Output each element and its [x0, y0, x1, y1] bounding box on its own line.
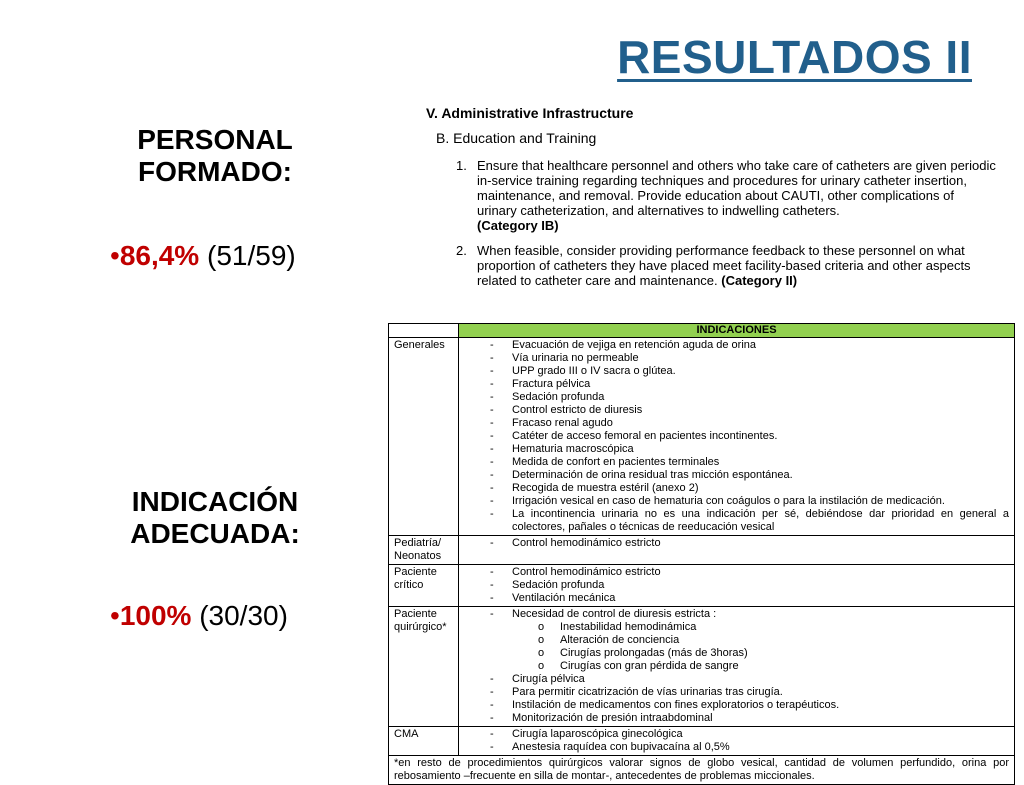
stat-percentage: 86,4% [119, 240, 200, 271]
dash-marker: - [490, 482, 494, 494]
dash-marker: - [490, 495, 494, 507]
dash-marker: - [490, 469, 494, 481]
row-items [459, 565, 1015, 607]
bullet-o-icon: o [538, 660, 545, 672]
dash-marker: - [490, 712, 494, 724]
indication-text: Alteración de conciencia [560, 634, 680, 646]
dash-marker: - [490, 378, 494, 390]
indication-item [464, 712, 1009, 725]
row-label-line: crítico [394, 579, 424, 591]
indication-list [464, 728, 1009, 754]
row-label-line: Neonatos [394, 550, 442, 562]
indication-item [464, 673, 1009, 686]
heading-line: ADECUADA: [130, 518, 300, 549]
indication-item [464, 443, 1009, 456]
indication-item [464, 456, 1009, 469]
indication-item [464, 608, 1009, 621]
table-footnote: *en resto de procedimientos quirúrgicos valorar signos de globo vesical, cantidad de volumen perfundido, orina por rebosamiento –frecuente en silla de montar-, antecedentes de problemas miccionales. [389, 756, 1015, 785]
table-header-row [389, 324, 1015, 338]
indication-item [464, 482, 1009, 495]
slide-title: RESULTADOS II [617, 31, 972, 83]
dash-marker: - [490, 339, 494, 351]
indication-text: Determinación de orina residual tras micción espontánea. [512, 469, 793, 481]
indication-item [464, 728, 1009, 741]
table-row-critico [389, 565, 1015, 607]
indication-item [464, 469, 1009, 482]
indication-text: Anestesia raquídea con bupivacaína al 0,5% [512, 741, 730, 753]
indication-text: Catéter de acceso femoral en pacientes incontinentes. [512, 430, 778, 442]
indication-text: Control estricto de diuresis [512, 404, 643, 416]
indication-list [464, 566, 1009, 605]
row-label [389, 536, 459, 565]
indication-text: Inestabilidad hemodinámica [560, 621, 697, 633]
indication-item [464, 592, 1009, 605]
indication-text: Necesidad de control de diuresis estricta : [512, 608, 717, 620]
row-items [459, 536, 1015, 565]
row-label: Generales [389, 338, 459, 536]
table-footnote-row [389, 756, 1015, 785]
dash-marker: - [490, 443, 494, 455]
row-label [389, 565, 459, 607]
table-row-quirurgico [389, 607, 1015, 727]
indication-text: Cirugía laparoscópica ginecológica [512, 728, 683, 740]
dash-marker: - [490, 352, 494, 364]
indication-text: La incontinencia urinaria no es una indicación per sé, debiéndose dar prioridad en general a colectores, pañales o técnicas de reeducación vesical [512, 508, 1009, 533]
indication-text: Evacuación de vejiga en retención aguda de orina [512, 339, 757, 351]
indication-item [464, 417, 1009, 430]
indication-text: Hematuria macroscópica [512, 443, 634, 455]
bullet-icon: • [110, 600, 120, 631]
guideline-item [456, 158, 996, 233]
dash-marker: - [490, 608, 494, 620]
item-body: Ensure that healthcare personnel and others who take care of catheters are given periodic in-service training regarding techniques and procedures for urinary catheter insertion, maintenance, and removal. Provide education about CAUTI, other complications of urinary catheterization, and alternatives to indwelling catheters. [477, 158, 996, 218]
dash-marker: - [490, 391, 494, 403]
indication-text: Ventilación mecánica [512, 592, 616, 604]
indication-text: Fracaso renal agudo [512, 417, 613, 429]
indication-item [464, 378, 1009, 391]
indication-item [464, 430, 1009, 443]
guideline-item [456, 243, 996, 288]
indication-text: Cirugías con gran pérdida de sangre [560, 660, 739, 672]
heading-line: INDICACIÓN [131, 486, 299, 517]
bullet-icon: • [110, 240, 120, 271]
indication-text: Vía urinaria no permeable [512, 352, 639, 364]
row-label-line: Paciente [394, 566, 437, 578]
indication-item [464, 352, 1009, 365]
indication-text: Recogida de muestra estéril (anexo 2) [512, 482, 699, 494]
dash-marker: - [490, 579, 494, 591]
guideline-excerpt [426, 106, 996, 298]
indication-text: Cirugías prolongadas (más de 3horas) [560, 647, 748, 659]
row-label-line: Pediatría/ [394, 537, 442, 549]
indication-list [464, 339, 1009, 534]
stat-indicacion-adecuada [110, 600, 288, 632]
table-header-empty [389, 324, 459, 338]
item-number: 2. [456, 243, 467, 258]
indication-text: Control hemodinámico estricto [512, 566, 661, 578]
heading-line: FORMADO: [138, 156, 292, 187]
row-label-line: quirúrgico* [394, 621, 447, 633]
indication-subitem [464, 621, 1009, 634]
table-header: INDICACIONES [459, 324, 1015, 338]
guideline-subsection-title: B. Education and Training [436, 130, 597, 146]
table-row-pediatria [389, 536, 1015, 565]
heading-indicacion-adecuada [80, 486, 350, 550]
indication-text: Medida de confort en pacientes terminales [512, 456, 720, 468]
indication-text: Control hemodinámico estricto [512, 537, 661, 549]
indication-item [464, 508, 1009, 534]
indication-subitem [464, 634, 1009, 647]
indication-subitem [464, 647, 1009, 660]
row-label-line: Paciente [394, 608, 437, 620]
item-text [477, 158, 996, 233]
dash-marker: - [490, 699, 494, 711]
indications-table [388, 323, 1015, 785]
item-category: (Category II) [721, 273, 798, 288]
table-row-cma [389, 727, 1015, 756]
dash-marker: - [490, 537, 494, 549]
dash-marker: - [490, 456, 494, 468]
row-label [389, 607, 459, 727]
indication-text: Irrigación vesical en caso de hematuria con coágulos o para la instilación de medicación. [512, 495, 945, 507]
row-label: CMA [389, 727, 459, 756]
indication-item [464, 537, 1009, 550]
indication-list [464, 608, 1009, 725]
bullet-o-icon: o [538, 634, 545, 646]
item-body: When feasible, consider providing performance feedback to these personnel on what proportion of catheters they have placed meet facility-based criteria and other aspects related to catheter care and maintenance. [477, 243, 971, 288]
indication-subitem [464, 660, 1009, 673]
dash-marker: - [490, 741, 494, 753]
dash-marker: - [490, 566, 494, 578]
stat-fraction: (30/30) [191, 600, 288, 631]
row-items [459, 338, 1015, 536]
dash-marker: - [490, 686, 494, 698]
indication-text: Cirugía pélvica [512, 673, 585, 685]
heading-personal-formado [80, 124, 350, 188]
indication-item [464, 699, 1009, 712]
indication-text: Monitorización de presión intraabdominal [512, 712, 713, 724]
dash-marker: - [490, 592, 494, 604]
item-category: (Category IB) [477, 218, 559, 233]
indication-item [464, 686, 1009, 699]
stat-personal-formado [110, 240, 296, 272]
dash-marker: - [490, 508, 494, 520]
indication-item [464, 741, 1009, 754]
dash-marker: - [490, 417, 494, 429]
indication-text: Fractura pélvica [512, 378, 591, 390]
dash-marker: - [490, 673, 494, 685]
table-row-generales [389, 338, 1015, 536]
dash-marker: - [490, 404, 494, 416]
row-items [459, 727, 1015, 756]
indication-item [464, 579, 1009, 592]
indication-text: Instilación de medicamentos con fines exploratorios o terapéuticos. [512, 699, 840, 711]
row-items [459, 607, 1015, 727]
indication-item [464, 495, 1009, 508]
indication-text: Sedación profunda [512, 579, 605, 591]
indication-item [464, 365, 1009, 378]
bullet-o-icon: o [538, 647, 545, 659]
indication-item [464, 339, 1009, 352]
indication-text: Sedación profunda [512, 391, 605, 403]
item-number: 1. [456, 158, 467, 173]
indication-text: UPP grado III o IV sacra o glútea. [512, 365, 676, 377]
indication-list [464, 537, 1009, 550]
indication-item [464, 566, 1009, 579]
dash-marker: - [490, 430, 494, 442]
dash-marker: - [490, 365, 494, 377]
indication-text: Para permitir cicatrización de vías urinarias tras cirugía. [512, 686, 783, 698]
stat-fraction: (51/59) [199, 240, 296, 271]
stat-percentage: 100% [119, 600, 192, 631]
dash-marker: - [490, 728, 494, 740]
indication-item [464, 391, 1009, 404]
item-text [477, 243, 996, 288]
heading-line: PERSONAL [137, 124, 293, 155]
guideline-section-title: V. Administrative Infrastructure [426, 105, 634, 121]
bullet-o-icon: o [538, 621, 545, 633]
indication-item [464, 404, 1009, 417]
